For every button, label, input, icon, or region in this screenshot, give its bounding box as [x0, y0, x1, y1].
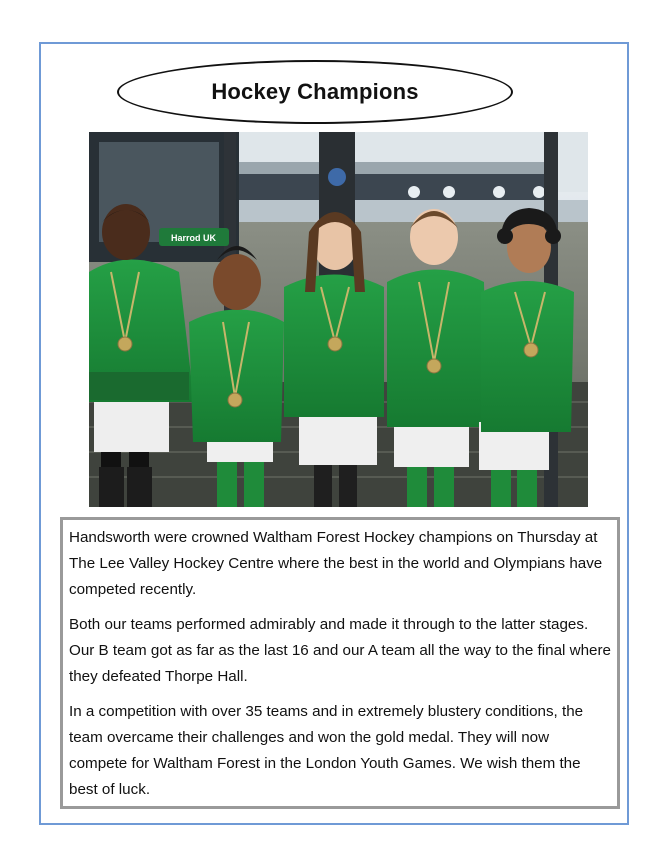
title-oval: [117, 60, 513, 124]
team-photo: [89, 132, 588, 507]
paragraph-2: Both our teams performed admirably and made it through to the latter stages. Our B team got as far as the last 16 and our A team all the way to the final where they defeated Thorpe Hall.: [69, 616, 611, 685]
paragraph-3: In a competition with over 35 teams and in extremely blustery conditions, the team overcame their challenges and won the gold medal. They will now compete for Waltham Forest in the London Youth Games. We wish them the best of luck.: [69, 703, 584, 798]
brand-sign: Harrod UK: [171, 233, 217, 243]
paragraph-1: Handsworth were crowned Waltham Forest Hockey champions on Thursday at The Lee Valley Hockey Centre where the best in the world and Olympians have competed recently.: [69, 529, 603, 598]
team-photo-illustration: [89, 132, 588, 507]
page-title: Hockey Champions: [211, 79, 419, 104]
article-textbox: [60, 517, 620, 809]
